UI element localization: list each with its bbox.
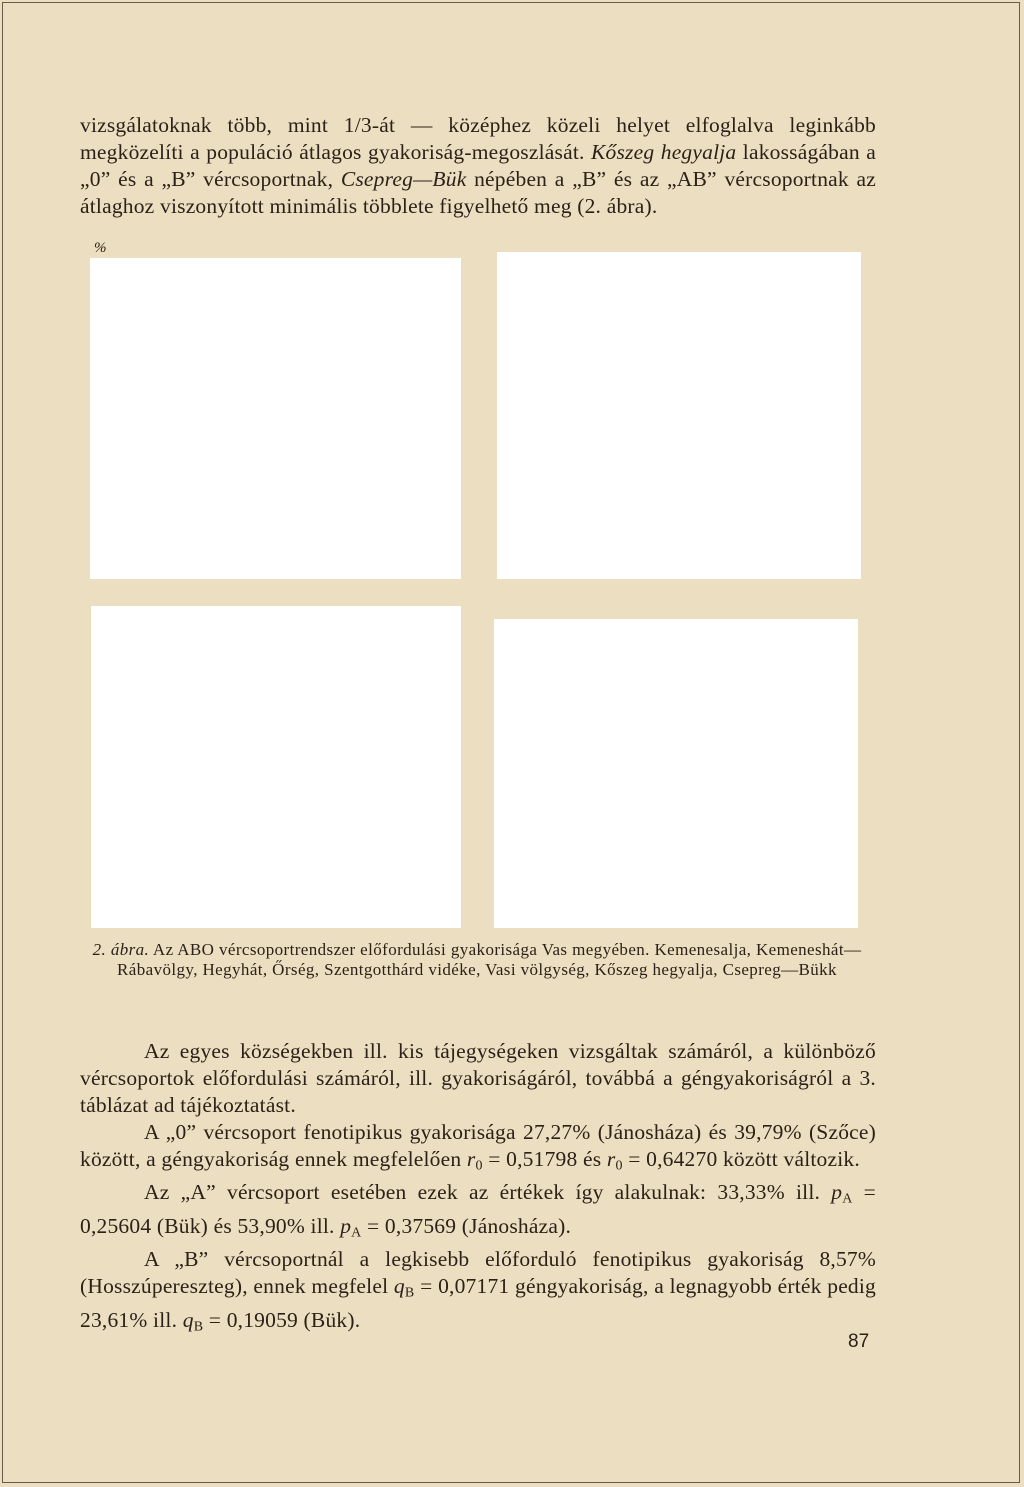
figure-panel-bottom-left: [91, 606, 461, 928]
p4-text-a: A „B” vércsoportnál a legkisebb előforduló fenotipikus gyakoriság 8,57% (Hosszúpereszteg), ennek megfelel: [80, 1247, 876, 1299]
p3-text-a: Az „A” vércsoport esetében ezek az értékek így alakulnak: 33,33% ill.: [144, 1180, 832, 1205]
caption-label: 2. ábra.: [92, 940, 150, 959]
paragraph-4: [80, 1246, 876, 1340]
p3-text-b: = 0,25604 (Bük) és 53,90% ill.: [80, 1180, 876, 1238]
paragraph-2: [80, 1119, 876, 1179]
place-koszeg-hegyalja: Kőszeg hegyalja: [591, 140, 737, 164]
r-symbol-2: r: [606, 1147, 616, 1171]
body-text: [80, 1038, 876, 1340]
intro-text-2: lakosságában a „0” és a „B” vércsoportnak,: [80, 140, 876, 191]
p2-text-c: = 0,64270 között változik.: [622, 1147, 860, 1171]
figure-panel-top-right: [497, 252, 861, 579]
paragraph-1: Az egyes községekben ill. kis tájegységeken vizsgáltak számáról, a különböző vércsoportok előfordulási számáról, ill. gyakoriságáról, továbbá a géngyakoriságról a 3. táblázat ad tájékoztatást.: [80, 1039, 876, 1117]
q-symbol-2: q: [182, 1307, 194, 1332]
paragraph-3: [80, 1179, 876, 1246]
p4-text-b: = 0,07171 géngyakoriság, a legnagyobb érték pedig 23,61% ill.: [80, 1274, 877, 1332]
a-subscript: A: [842, 1191, 853, 1207]
place-csepreg-buk: Csepreg—Bük: [340, 167, 467, 191]
r-symbol: r: [466, 1147, 476, 1171]
r-subscript: 0: [475, 1158, 483, 1174]
figure-caption: [80, 940, 874, 980]
intro-paragraph: [80, 112, 876, 220]
p4-text-c: = 0,19059 (Bük).: [203, 1307, 361, 1332]
b-subscript: B: [404, 1285, 415, 1301]
figure-y-unit-label: %: [94, 240, 107, 256]
r-subscript-2: 0: [615, 1158, 623, 1174]
caption-text: Az ABO vércsoportrendszer előfordulási gyakorisága Vas megyében. Kemenesalja, Kemeneshát—Rábavölgy, Hegyhát, Őrség, Szentgotthárd vidéke, Vasi völgység, Kőszeg hegyalja, Csepreg—Bükk: [117, 940, 862, 979]
b-subscript-2: B: [193, 1319, 204, 1335]
p-symbol: p: [831, 1180, 843, 1205]
p3-text-c: = 0,37569 (Jánosháza).: [361, 1213, 572, 1238]
a-subscript-2: A: [351, 1225, 362, 1241]
p-symbol-2: p: [340, 1213, 352, 1238]
intro-text-1: vizsgálatoknak több, mint 1/3-át — középhez közeli helyet elfoglalva leginkább megközelíti a populáció átlagos gyakoriság-megoszlását.: [80, 113, 876, 164]
figure-panel-bottom-right: [494, 619, 858, 928]
page-number: 87: [848, 1331, 870, 1352]
q-symbol: q: [393, 1274, 405, 1299]
p2-text-a: A „0” vércsoport fenotipikus gyakorisága 27,27% (Jánosháza) és 39,79% (Szőce) között, a géngyakoriság ennek megfelelően: [80, 1120, 876, 1171]
intro-text-3: népében a „B” és az „AB” vércsoportnak az átlaghoz viszonyított minimális többlete figyelhető meg (2. ábra).: [80, 167, 876, 218]
p2-text-b: = 0,51798 és: [482, 1147, 607, 1171]
figure-panel-top-left: [90, 258, 461, 579]
